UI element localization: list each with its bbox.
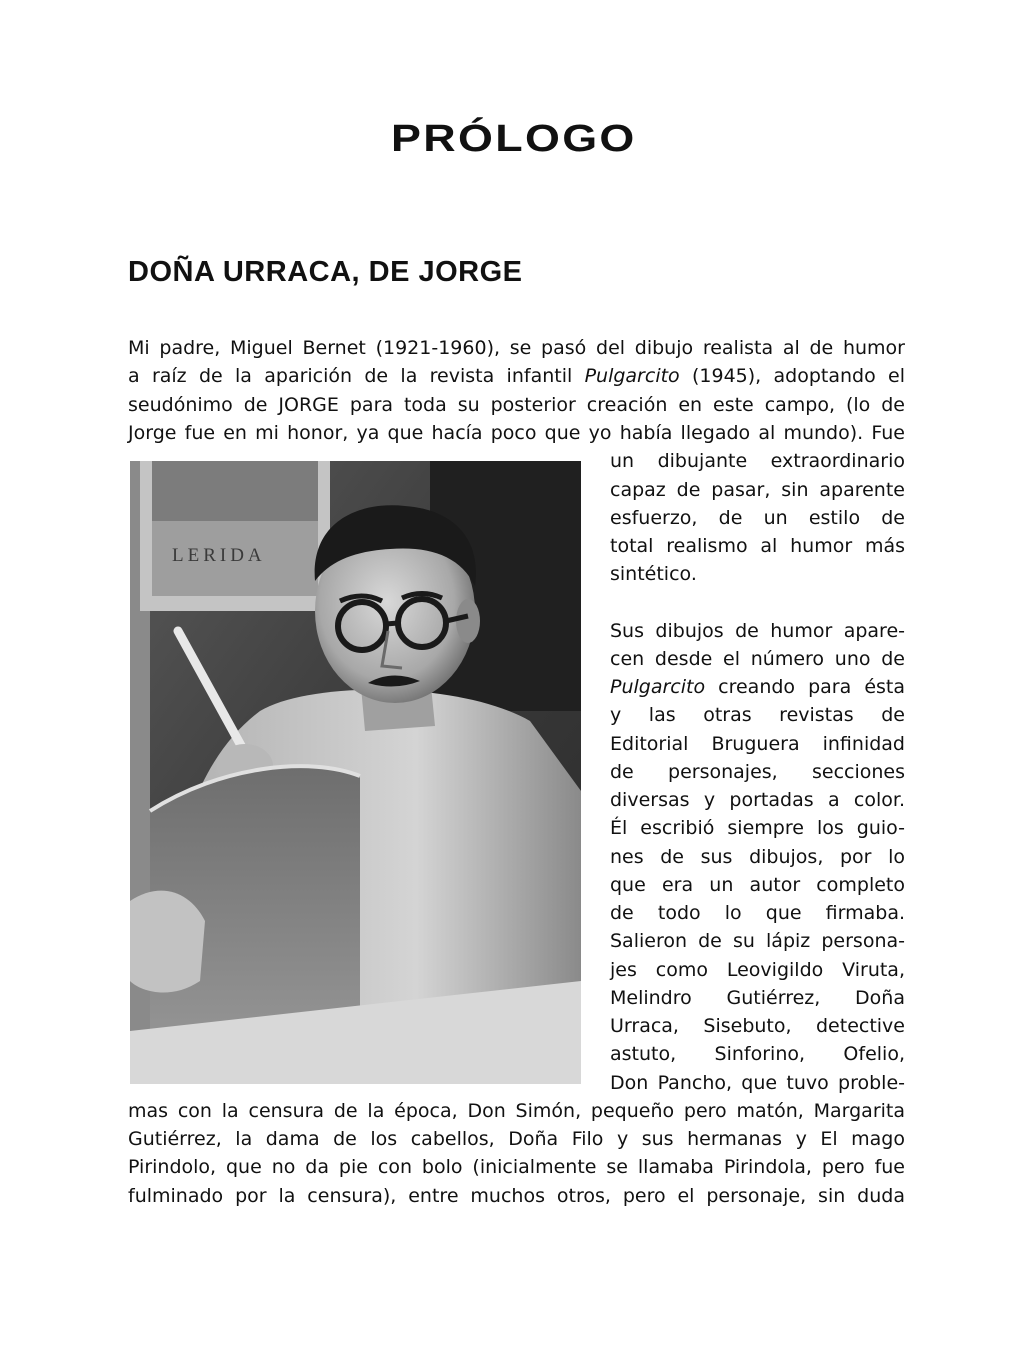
paragraph-line: de todo lo que firmaba. [610, 902, 905, 924]
paragraph-line: Don Pancho, que tuvo proble- [610, 1072, 905, 1094]
paragraph-line: Melindro Gutiérrez, Doña [610, 987, 905, 1009]
paragraph-line: fulminado por la censura), entre muchos otros, pero el personaje, sin duda [128, 1185, 905, 1207]
paragraph-line: jes como Leovigildo Viruta, [610, 959, 905, 981]
left-hand [130, 891, 205, 993]
paragraph-line: Pulgarcito creando para ésta [610, 676, 905, 698]
paragraph-line: sintético. [610, 563, 697, 585]
paragraph-line: a raíz de la aparición de la revista infantil Pulgarcito (1945), adoptando el [128, 365, 905, 387]
paragraph-line: cen desde el número uno de [610, 648, 905, 670]
paragraph-line: de personajes, secciones [610, 761, 905, 783]
paragraph-line: Gutiérrez, la dama de los cabellos, Doña Filo y sus hermanas y El mago [128, 1128, 905, 1150]
paragraph-line: capaz de pasar, sin aparente [610, 479, 905, 501]
paragraph-line: esfuerzo, de un estilo de [610, 507, 905, 529]
paragraph-line: Salieron de su lápiz persona- [610, 930, 905, 952]
section-title: DOÑA URRACA, DE JORGE [128, 256, 523, 288]
paragraph-line: total realismo al humor más [610, 535, 905, 557]
paragraph-line: Pirindolo, que no da pie con bolo (inicialmente se llamaba Pirindola, pero fue [128, 1156, 905, 1178]
artist-photo [130, 461, 581, 1084]
paragraph-line: mas con la censura de la época, Don Simón, pequeño pero matón, Margarita [128, 1100, 905, 1122]
paragraph-line: Sus dibujos de humor apare- [610, 620, 905, 642]
paragraph-line: y las otras revistas de [610, 704, 905, 726]
magazine-title: Pulgarcito [584, 365, 680, 387]
poster-text: LERIDA [172, 545, 266, 566]
paragraph-line: astuto, Sinforino, Ofelio, [610, 1043, 905, 1065]
paragraph-line: un dibujante extraordinario [610, 450, 905, 472]
paragraph-line: diversas y portadas a color. [610, 789, 905, 811]
paragraph-line: que era un autor completo [610, 874, 905, 896]
page-title: PRÓLOGO [390, 118, 637, 160]
paragraph-line: Mi padre, Miguel Bernet (1921-1960), se pasó del dibujo realista al de humor [128, 337, 905, 359]
paragraph-line: nes de sus dibujos, por lo [610, 846, 905, 868]
paragraph-line: Urraca, Sisebuto, detective [610, 1015, 905, 1037]
magazine-title: Pulgarcito [610, 676, 706, 698]
paragraph-line: seudónimo de JORGE para toda su posterior creación en este campo, (lo de [128, 394, 905, 416]
paragraph-line: Editorial Bruguera infinidad [610, 733, 905, 755]
paragraph-line: Él escribió siempre los guio- [610, 817, 905, 839]
paragraph-line: Jorge fue en mi honor, ya que hacía poco que yo había llegado al mundo). Fue [128, 422, 905, 444]
